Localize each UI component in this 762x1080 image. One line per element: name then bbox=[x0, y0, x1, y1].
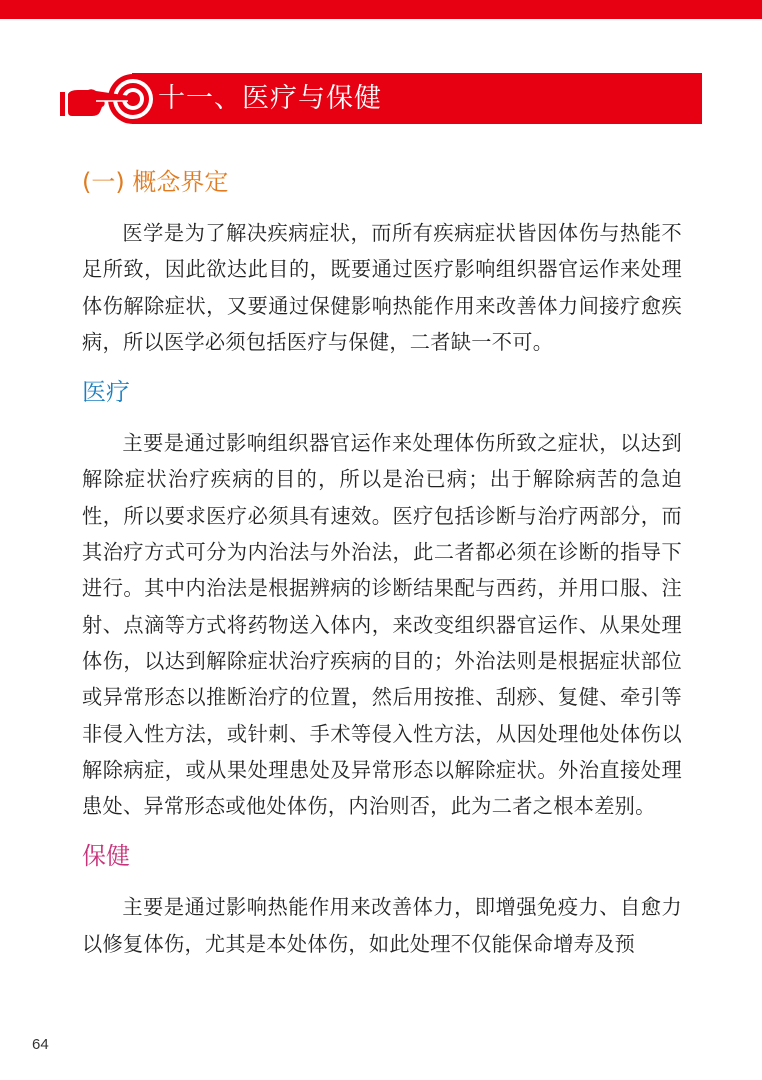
pointing-hand-target-icon bbox=[58, 72, 158, 126]
top-red-bar bbox=[0, 0, 762, 19]
page-number: 64 bbox=[32, 1036, 49, 1053]
page-content bbox=[82, 160, 682, 962]
paragraph-health: 主要是通过影响热能作用来改善体力，即增强免疫力、自愈力以修复体伤，尤其是本处体伤，如此处理不仅能保命增寿及预 bbox=[82, 895, 682, 956]
paragraph-medical: 主要是通过影响组织器官运作来处理体伤所致之症状，以达到解除症状治疗疾病的目的，所以是治已病；出于解除病苦的急迫性，所以要求医疗必须具有速效。医疗包括诊断与治疗两部分，而其治疗方式可分为内治法与外治法，此二者都必须在诊断的指导下进行。其中内治法是根据辨病的诊断结果配与西药，并用口服、注射、点滴等方式将药物送入体内，来改变组织器官运作、从果处理体伤，以达到解除症状治疗疾病的目的；外治法则是根据症状部位或异常形态以推断治疗的位置，然后用按推、刮痧、复健、牵引等非侵入性方法，或针刺、手术等侵入性方法，从因处理他处体伤以解除病症，或从果处理患处及异常形态以解除症状。外治直接处理患处、异常形态或他处体伤，内治则否，此为二者之根本差别。 bbox=[82, 431, 682, 819]
chapter-title: 十一、医疗与保健 bbox=[158, 83, 382, 114]
chapter-banner bbox=[58, 72, 702, 126]
section-heading-medical: 医疗 bbox=[82, 378, 130, 407]
paragraph-concept: 医学是为了解决疾病症状，而所有疾病症状皆因体伤与热能不足所致，因此欲达此目的，既要通过医疗影响组织器官运作来处理体伤解除症状，又要通过保健影响热能作用来改善体力间接疗愈疾病，所以医学必须包括医疗与保健，二者缺一不可。 bbox=[82, 221, 682, 354]
section-heading-health: 保健 bbox=[82, 842, 130, 871]
section-heading-concept: (一) 概念界定 bbox=[82, 168, 229, 196]
